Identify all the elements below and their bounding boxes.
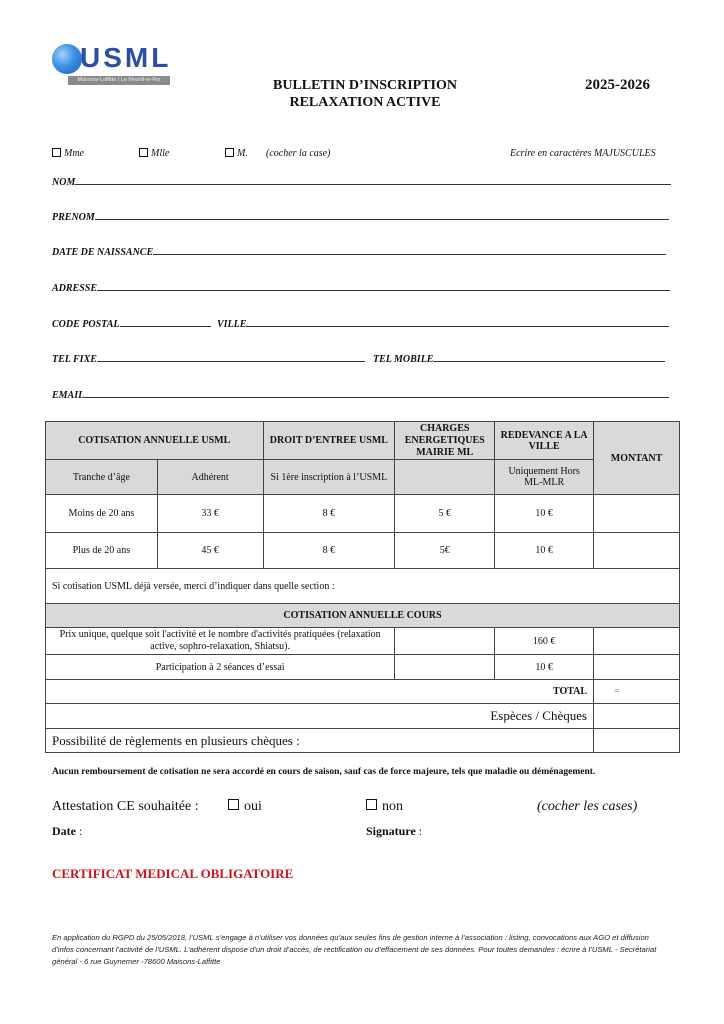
code-postal-input[interactable] [120, 317, 211, 327]
nom-field[interactable]: NOM [52, 175, 671, 188]
code-postal-field[interactable]: CODE POSTAL [52, 317, 211, 330]
prenom-input[interactable] [95, 210, 669, 220]
cours-price: 160 € [495, 628, 594, 655]
title-line-1: BULLETIN D’INSCRIPTION [273, 78, 457, 93]
table-row [46, 533, 680, 569]
usml-logo [52, 44, 172, 90]
attestation-oui[interactable]: oui [228, 799, 262, 815]
subheader-droit-note: Si 1ère inscription à l’USML [263, 460, 395, 495]
cours-label: Participation à 2 séances d’essai [46, 655, 395, 680]
attestation-hint: (cocher les cases) [537, 799, 638, 814]
adresse-field[interactable]: ADRESSE [52, 281, 670, 294]
header-droit: DROIT D’ENTREE USML [263, 422, 395, 460]
redevance-cell: 10 € [495, 533, 594, 569]
civility-m[interactable]: M. [225, 148, 248, 159]
tel-fixe-input[interactable] [97, 352, 365, 362]
subheader-tranche: Tranche d’âge [46, 460, 158, 495]
tranche-cell: Moins de 20 ans [46, 495, 158, 533]
prenom-field[interactable]: PRENOM [52, 210, 669, 223]
civility-mme[interactable]: Mme [52, 148, 84, 159]
section-note[interactable]: Si cotisation USML déjà versée, merci d’indiquer dans quelle section : [46, 569, 680, 604]
date-naissance-input[interactable] [153, 245, 666, 255]
cours-price: 10 € [495, 655, 594, 680]
checkbox-icon[interactable] [52, 148, 61, 157]
payment-label: Espèces / Chèques [46, 704, 594, 729]
ville-field[interactable]: VILLE [217, 317, 669, 330]
header-redevance: REDEVANCE A LA VILLE [495, 422, 594, 460]
globe-icon [52, 44, 82, 74]
montant-cell[interactable] [594, 533, 680, 569]
logo-text: USML [80, 42, 172, 73]
subheader-adherent: Adhérent [157, 460, 263, 495]
season: 2025-2026 [585, 77, 650, 93]
empty-cell [395, 628, 495, 655]
table-row [46, 655, 680, 680]
title-line-2: RELAXATION ACTIVE [289, 95, 441, 110]
nom-input[interactable] [75, 175, 671, 185]
email-input[interactable] [84, 388, 669, 398]
total-label: TOTAL [46, 680, 594, 704]
droit-cell: 8 € [263, 495, 395, 533]
subheader-redevance-note: Uniquement Hors ML-MLR [495, 460, 594, 495]
montant-cell[interactable] [594, 628, 680, 655]
payment-cell[interactable] [594, 704, 680, 729]
checkbox-icon[interactable] [225, 148, 234, 157]
empty-cell [395, 655, 495, 680]
subheader-charges-note [395, 460, 495, 495]
cours-label: Prix unique, quelque soit l'activité et le nombre d'activités pratiquées (relaxation active, sophro-relaxation, Shiatsu). [46, 628, 395, 655]
charges-cell: 5€ [395, 533, 495, 569]
adherent-cell: 45 € [157, 533, 263, 569]
header-charges: CHARGES ENERGETIQUES MAIRIE ML [395, 422, 495, 460]
checkbox-icon[interactable] [228, 799, 239, 810]
installments-label: Possibilité de règlements en plusieurs chèques : [46, 729, 594, 753]
civility-hint: (cocher la case) [266, 148, 331, 159]
form-title [230, 77, 500, 111]
adresse-input[interactable] [97, 281, 670, 291]
attestation-label: Attestation CE souhaitée : [52, 799, 199, 814]
redevance-cell: 10 € [495, 495, 594, 533]
table-row [46, 628, 680, 655]
tranche-cell: Plus de 20 ans [46, 533, 158, 569]
charges-cell: 5 € [395, 495, 495, 533]
montant-cell[interactable] [594, 655, 680, 680]
uppercase-note: Ecrire en caractères MAJUSCULES [510, 148, 656, 159]
logo-subtitle: Maisons-Laffitte / Le Mesnil-le-Roi [68, 76, 170, 85]
header-cotisation: COTISATION ANNUELLE USML [46, 422, 264, 460]
date-field[interactable]: Date : [52, 824, 83, 838]
medical-certificate-notice: CERTIFICAT MEDICAL OBLIGATOIRE [52, 866, 294, 881]
signature-field[interactable]: Signature : [366, 824, 423, 838]
installments-cell[interactable] [594, 729, 680, 753]
checkbox-icon[interactable] [366, 799, 377, 810]
header-montant: MONTANT [594, 422, 680, 495]
tel-mobile-input[interactable] [433, 352, 665, 362]
total-value[interactable]: = [594, 680, 680, 704]
checkbox-icon[interactable] [139, 148, 148, 157]
adherent-cell: 33 € [157, 495, 263, 533]
droit-cell: 8 € [263, 533, 395, 569]
montant-cell[interactable] [594, 495, 680, 533]
email-field[interactable]: EMAIL [52, 388, 669, 401]
tel-fixe-field[interactable]: TEL FIXE [52, 352, 365, 365]
cours-header: COTISATION ANNUELLE COURS [46, 604, 680, 628]
ville-input[interactable] [246, 317, 669, 327]
rgpd-notice: En application du RGPD du 25/05/2018, l’USML s’engage à n’utiliser vos données qu’aux seules fins de gestion interne à l’association : listing, convocations aux AGO et diffusion d’infos concernant l’activité de l’USML. L’adhérent dispose d’un droit d’accès, de rectification ou d’effacement de ses données. Pour toutes demandes : écrire à l’USML - Secrétariat général - 6 rue Guynemer -78600 Maisons-Laffitte [52, 933, 657, 966]
date-naissance-field[interactable]: DATE DE NAISSANCE [52, 245, 666, 258]
fee-table [45, 421, 680, 753]
civility-mlle[interactable]: Mlle [139, 148, 169, 159]
tel-mobile-field[interactable]: TEL MOBILE [373, 352, 665, 365]
attestation-non[interactable]: non [366, 799, 403, 815]
refund-notice: Aucun remboursement de cotisation ne sera accordé en cours de saison, sauf cas de force majeure, tels que maladie ou déménagement. [52, 767, 596, 777]
table-row [46, 495, 680, 533]
